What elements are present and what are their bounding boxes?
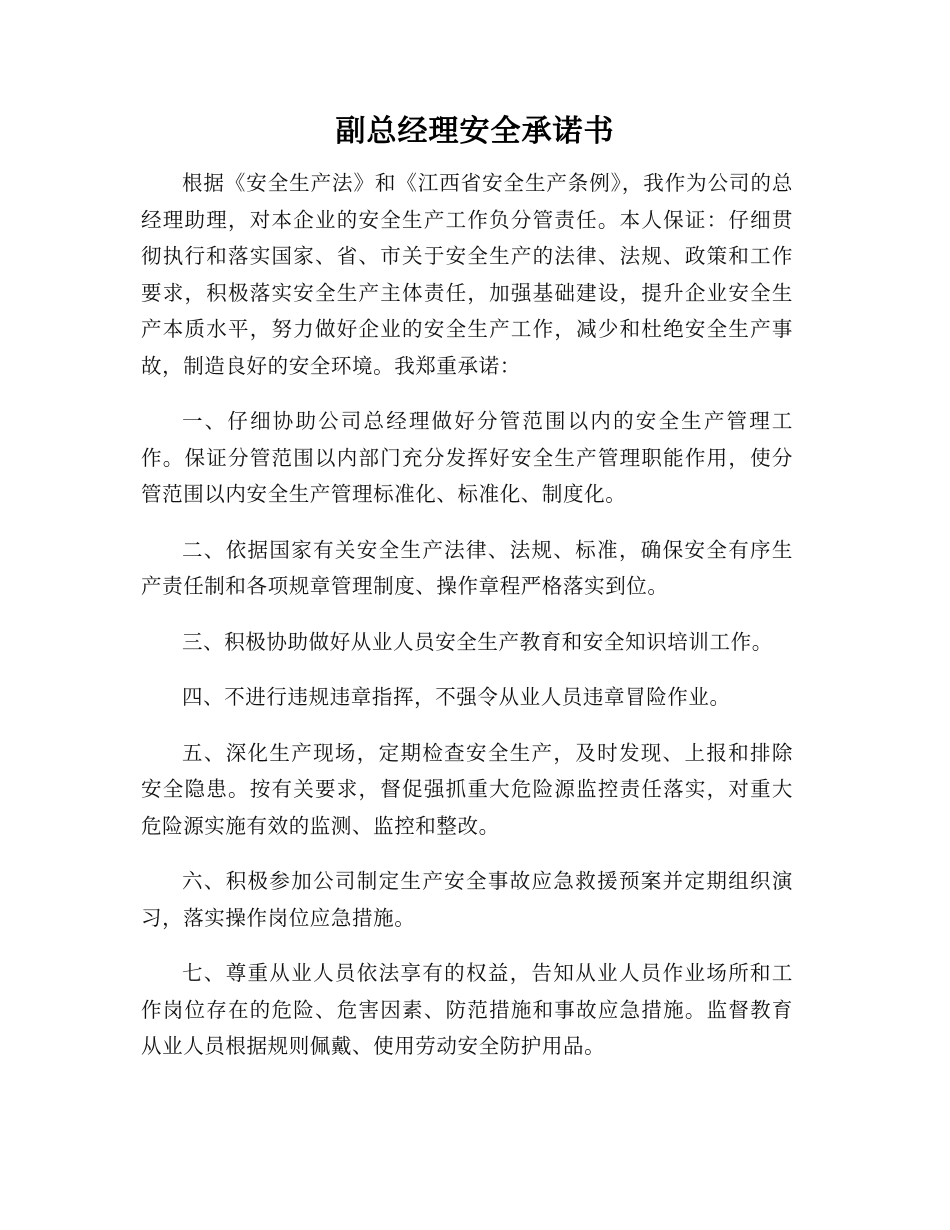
commitment-item-3: 三、积极协助做好从业人员安全生产教育和安全知识培训工作。 — [182, 629, 773, 654]
document-body — [141, 165, 793, 1084]
commitment-item-1: 一、仔细协助公司总经理做好分管范围以内的安全生产管理工作。保证分管范围以内部门充分发挥好安全生产管理职能作用，使分管范围以内安全生产管理标准化、标准化、制度化。 — [141, 409, 793, 506]
commitment-item-5: 五、深化生产现场，定期检查安全生产，及时发现、上报和排除安全隐患。按有关要求，督促强抓重大危险源监控责任落实，对重大危险源实施有效的监测、监控和整改。 — [141, 740, 793, 838]
commitment-item-4: 四、不进行违规违章指挥，不强令从业人员违章冒险作业。 — [182, 685, 731, 709]
commitment-item-6: 六、积极参加公司制定生产安全事故应急救援预案并定期组织演习，落实操作岗位应急措施。 — [141, 869, 793, 930]
document-title: 副总经理安全承诺书 — [335, 114, 615, 149]
intro-paragraph: 根据《安全生产法》和《江西省安全生产条例》，我作为公司的总经理助理，对本企业的安全生产工作负分管责任。本人保证：仔细贯彻执行和落实国家、省、市关于安全生产的法律、法规、政策和工作要求，积极落实安全生产主体责任，加强基础建设，提升企业安全生产本质水平，努力做好企业的安全生产工作，减少和杜绝安全生产事故，制造良好的安全环境。我郑重承诺： — [141, 171, 793, 378]
commitment-item-7: 七、尊重从业人员依法享有的权益，告知从业人员作业场所和工作岗位存在的危险、危害因素、防范措施和事故应急措施。监督教育从业人员根据规则佩戴、使用劳动安全防护用品。 — [141, 961, 793, 1058]
commitment-item-2: 二、依据国家有关安全生产法律、法规、标准，确保安全有序生产责任制和各项规章管理制度、操作章程严格落实到位。 — [141, 537, 793, 598]
